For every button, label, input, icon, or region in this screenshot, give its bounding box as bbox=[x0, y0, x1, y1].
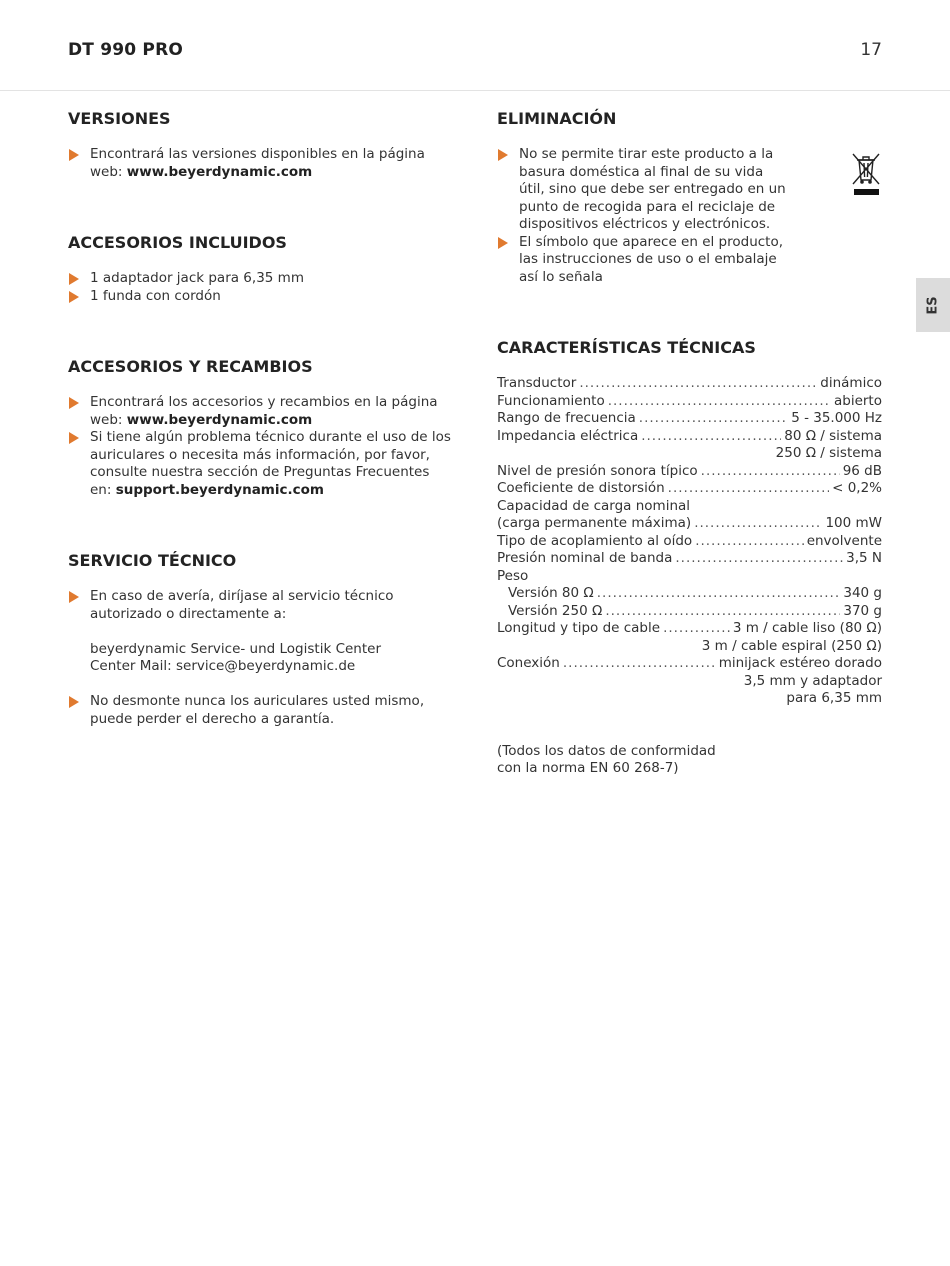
spec-value: < 0,2% bbox=[832, 480, 882, 496]
spec-value-continued: 250 Ω / sistema bbox=[775, 445, 882, 461]
list-item: En caso de avería, diríjase al servicio técnico autorizado o directamente a: bbox=[68, 588, 453, 623]
spec-label: Versión 250 Ω bbox=[508, 602, 603, 619]
spec-row bbox=[497, 603, 882, 621]
spec-value: 80 Ω / sistema bbox=[784, 427, 882, 444]
section-heading: ACCESORIOS Y RECAMBIOS bbox=[68, 357, 313, 376]
spec-label: Nivel de presión sonora típico bbox=[497, 462, 698, 479]
language-tab bbox=[916, 278, 950, 332]
website-link[interactable]: www.beyerdynamic.com bbox=[126, 411, 313, 428]
note-line: (Todos los datos de conformidad bbox=[497, 742, 716, 759]
spec-row bbox=[497, 620, 882, 638]
section-heading: ACCESORIOS INCLUIDOS bbox=[68, 233, 287, 252]
spec-label: Presión nominal de banda bbox=[497, 550, 673, 566]
spec-value: 3,5 N bbox=[846, 550, 882, 566]
bullet-text: Encontrará los accesorios y recambios en la página web: bbox=[90, 394, 438, 428]
spec-value: minijack estéreo dorado bbox=[718, 655, 882, 671]
header-divider bbox=[0, 90, 950, 91]
spec-label: Conexión bbox=[497, 655, 560, 671]
spec-value-continued: 3 m / cable espiral (250 Ω) bbox=[701, 637, 882, 654]
list-item: 1 funda con cordón bbox=[68, 288, 453, 306]
spec-row bbox=[497, 550, 882, 568]
spec-value: dinámico bbox=[820, 375, 882, 391]
note-line: con la norma EN 60 268-7) bbox=[497, 760, 679, 776]
spec-value: 5 - 35.000 Hz bbox=[791, 410, 882, 426]
spec-label: Funcionamiento bbox=[497, 392, 605, 409]
weee-crossed-bin-icon bbox=[850, 151, 882, 199]
support-link[interactable]: support.beyerdynamic.com bbox=[115, 481, 324, 498]
section-heading: CARACTERÍSTICAS TÉCNICAS bbox=[497, 338, 756, 357]
language-tab-label: ES bbox=[925, 295, 941, 315]
spec-label: Longitud y tipo de cable bbox=[497, 620, 661, 636]
spec-row bbox=[497, 480, 882, 498]
section-heading: VERSIONES bbox=[68, 109, 171, 128]
spec-row bbox=[497, 533, 882, 551]
spec-label: Versión 80 Ω bbox=[508, 585, 594, 601]
section-accesorios-incluidos bbox=[68, 232, 453, 305]
list-item: 1 adaptador jack para 6,35 mm bbox=[68, 270, 453, 288]
spec-value-continued: para 6,35 mm bbox=[786, 690, 882, 706]
spec-label: (carga permanente máxima) bbox=[497, 515, 692, 531]
spec-value: 100 mW bbox=[825, 515, 882, 531]
spec-table bbox=[497, 375, 882, 708]
section-servicio-tecnico bbox=[68, 550, 453, 728]
spec-label: Peso bbox=[497, 567, 529, 584]
spec-value: 370 g bbox=[843, 602, 882, 619]
spec-value-continued: 3,5 mm y adaptador bbox=[743, 672, 882, 689]
left-column bbox=[68, 108, 453, 728]
section-accesorios-recambios bbox=[68, 356, 453, 499]
spec-row bbox=[497, 393, 882, 411]
spec-label: Coeficiente de distorsión bbox=[497, 480, 665, 496]
bullet-text: Encontrará las versiones disponibles en la página web: bbox=[90, 146, 425, 180]
spec-value: 340 g bbox=[843, 585, 882, 601]
section-eliminacion bbox=[497, 108, 882, 286]
spec-value: abierto bbox=[833, 392, 882, 409]
spec-label: Impedancia eléctrica bbox=[497, 427, 639, 444]
spec-label: Rango de frecuencia bbox=[497, 410, 636, 426]
bullet-text: Si tiene algún problema técnico durante el uso de los auriculares o necesita más información, por favor, consulte nuestra sección de Preguntas Frecuentes en: bbox=[90, 429, 451, 498]
list-item bbox=[68, 394, 453, 429]
list-item: No desmonte nunca los auriculares usted mismo, puede perder el derecho a garantía. bbox=[68, 693, 453, 728]
spec-value: envolvente bbox=[806, 532, 882, 549]
list-item bbox=[68, 146, 453, 181]
list-item: No se permite tirar este producto a la basura doméstica al final de su vida útil, sino que debe ser entregado en un punto de recogida para el reciclaje de dispositivos eléctricos y electrónicos. bbox=[497, 146, 787, 234]
section-heading: ELIMINACIÓN bbox=[497, 109, 617, 128]
spec-row bbox=[497, 515, 882, 533]
right-column bbox=[497, 108, 882, 778]
section-heading: SERVICIO TÉCNICO bbox=[68, 551, 237, 570]
list-item bbox=[68, 429, 453, 499]
spec-value: 3 m / cable liso (80 Ω) bbox=[732, 620, 882, 636]
spec-row bbox=[497, 655, 882, 673]
spec-label: Tipo de acoplamiento al oído bbox=[497, 532, 693, 549]
spec-row bbox=[497, 463, 882, 481]
document-title: DT 990 PRO bbox=[68, 40, 184, 60]
spec-row bbox=[497, 375, 882, 393]
section-caracteristicas bbox=[497, 337, 882, 778]
spec-row bbox=[497, 585, 882, 603]
list-item: El símbolo que aparece en el producto, las instrucciones de uso o el embalaje así lo señala bbox=[497, 234, 787, 287]
spec-row bbox=[497, 428, 882, 446]
address-line: Center Mail: service@beyerdynamic.de bbox=[90, 658, 356, 674]
spec-row bbox=[497, 410, 882, 428]
conformity-note bbox=[497, 743, 882, 778]
page-number: 17 bbox=[860, 40, 882, 60]
spec-label: Capacidad de carga nominal bbox=[497, 497, 691, 514]
address-line: beyerdynamic Service- und Logistik Center bbox=[90, 640, 382, 657]
website-link[interactable]: www.beyerdynamic.com bbox=[126, 163, 313, 180]
spec-label: Transductor bbox=[497, 375, 577, 391]
section-versiones bbox=[68, 108, 453, 181]
spacer-line bbox=[68, 623, 453, 641]
spec-value: 96 dB bbox=[842, 462, 882, 479]
spacer-line bbox=[68, 676, 453, 694]
